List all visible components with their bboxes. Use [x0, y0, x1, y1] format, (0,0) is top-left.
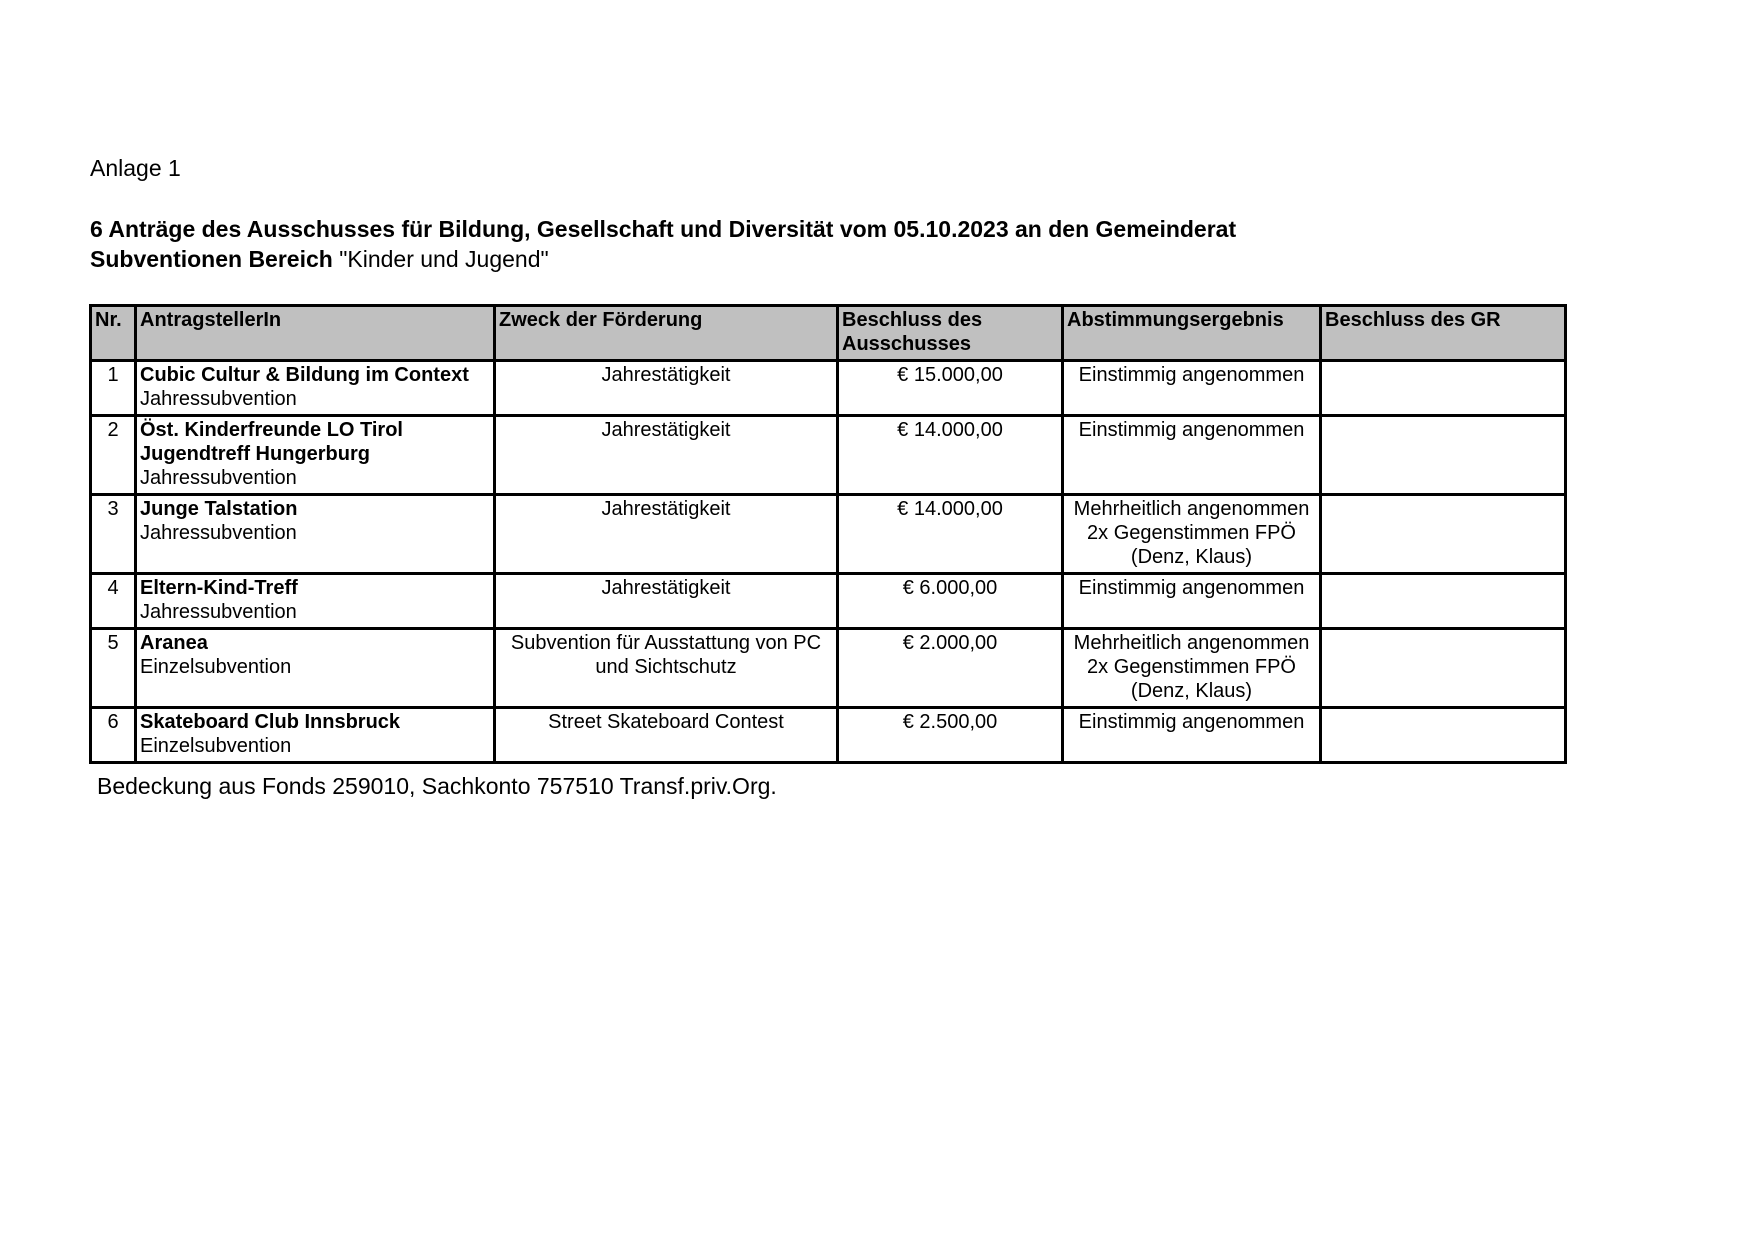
- applicant-name-line2: Jugendtreff Hungerburg: [140, 443, 370, 465]
- applicant-name: Aranea: [140, 632, 208, 654]
- vote-line: (Denz, Klaus): [1130, 680, 1253, 702]
- purpose-line: Jahrestätigkeit: [601, 364, 731, 386]
- purpose-line: und Sichtschutz: [595, 656, 737, 678]
- table-row: [91, 708, 1566, 763]
- row-amount: € 15.000,00: [838, 361, 1063, 416]
- subsidy-type: Einzelsubvention: [140, 735, 292, 757]
- header-vote: Abstimmungsergebnis: [1063, 306, 1321, 361]
- vote-line: Einstimmig angenommen: [1078, 577, 1305, 599]
- subsidies-table: [89, 304, 1567, 764]
- table-row: [91, 495, 1566, 574]
- table-row: [91, 574, 1566, 629]
- document-title: 6 Anträge des Ausschusses für Bildung, Gesellschaft und Diversität vom 05.10.2023 an den Gemeinderat: [90, 216, 1237, 242]
- row-applicant: [136, 574, 495, 629]
- subsidy-type: Jahressubvention: [140, 601, 297, 623]
- row-purpose: [495, 629, 838, 708]
- header-council: Beschluss des GR: [1321, 306, 1566, 361]
- row-amount: € 2.500,00: [838, 708, 1063, 763]
- purpose-line: Subvention für Ausstattung von PC: [510, 632, 822, 654]
- row-nr: 1: [91, 361, 136, 416]
- subtitle-bold: Subventionen Bereich: [90, 246, 333, 272]
- row-amount: € 2.000,00: [838, 629, 1063, 708]
- row-applicant: [136, 361, 495, 416]
- row-nr: 3: [91, 495, 136, 574]
- header-applicant: AntragstellerIn: [136, 306, 495, 361]
- row-nr: 5: [91, 629, 136, 708]
- row-vote: [1063, 361, 1321, 416]
- vote-line: Mehrheitlich angenommen: [1073, 632, 1310, 654]
- subsidy-type: Jahressubvention: [140, 388, 297, 410]
- applicant-name: Öst. Kinderfreunde LO Tirol: [140, 419, 403, 441]
- vote-line: Einstimmig angenommen: [1078, 711, 1305, 733]
- table-row: [91, 629, 1566, 708]
- row-purpose: [495, 495, 838, 574]
- vote-line: Einstimmig angenommen: [1078, 419, 1305, 441]
- row-council: [1321, 416, 1566, 495]
- funding-note: Bedeckung aus Fonds 259010, Sachkonto 757510 Transf.priv.Org.: [97, 773, 777, 799]
- row-council: [1321, 708, 1566, 763]
- header-decision-line2: Ausschusses: [842, 333, 971, 355]
- header-decision: [838, 306, 1063, 361]
- row-vote: [1063, 629, 1321, 708]
- row-vote: [1063, 495, 1321, 574]
- subsidy-type: Jahressubvention: [140, 522, 297, 544]
- subsidy-type: Einzelsubvention: [140, 656, 292, 678]
- attachment-label: Anlage 1: [90, 155, 181, 181]
- row-applicant: [136, 495, 495, 574]
- row-applicant: [136, 629, 495, 708]
- header-nr: Nr.: [91, 306, 136, 361]
- row-amount: € 6.000,00: [838, 574, 1063, 629]
- purpose-line: Jahrestätigkeit: [601, 498, 731, 520]
- row-amount: € 14.000,00: [838, 495, 1063, 574]
- purpose-line: Jahrestätigkeit: [601, 577, 731, 599]
- row-amount: € 14.000,00: [838, 416, 1063, 495]
- vote-line: (Denz, Klaus): [1130, 546, 1253, 568]
- row-purpose: [495, 416, 838, 495]
- table-row: [91, 361, 1566, 416]
- row-council: [1321, 629, 1566, 708]
- vote-line: 2x Gegenstimmen FPÖ: [1087, 656, 1296, 678]
- applicant-name: Skateboard Club Innsbruck: [140, 711, 401, 733]
- table-header-row: [91, 306, 1566, 361]
- row-nr: 4: [91, 574, 136, 629]
- row-applicant: [136, 416, 495, 495]
- header-purpose: Zweck der Förderung: [495, 306, 838, 361]
- row-vote: [1063, 574, 1321, 629]
- row-purpose: [495, 574, 838, 629]
- applicant-name: Junge Talstation: [140, 498, 298, 520]
- row-vote: [1063, 416, 1321, 495]
- row-council: [1321, 574, 1566, 629]
- row-applicant: [136, 708, 495, 763]
- row-purpose: [495, 361, 838, 416]
- subsidy-type: Jahressubvention: [140, 467, 297, 489]
- vote-line: Mehrheitlich angenommen: [1073, 498, 1310, 520]
- purpose-line: Jahrestätigkeit: [601, 419, 731, 441]
- vote-line: Einstimmig angenommen: [1078, 364, 1305, 386]
- row-council: [1321, 495, 1566, 574]
- purpose-line: Street Skateboard Contest: [548, 711, 784, 733]
- header-decision-line1: Beschluss des: [842, 309, 983, 331]
- row-vote: [1063, 708, 1321, 763]
- vote-line: 2x Gegenstimmen FPÖ: [1087, 522, 1296, 544]
- table-row: [91, 416, 1566, 495]
- row-nr: 6: [91, 708, 136, 763]
- applicant-name: Cubic Cultur & Bildung im Context: [140, 364, 469, 386]
- applicant-name: Eltern-Kind-Treff: [140, 577, 298, 599]
- document-subtitle: [90, 244, 549, 274]
- row-council: [1321, 361, 1566, 416]
- subtitle-rest: "Kinder und Jugend": [332, 246, 549, 272]
- row-purpose: [495, 708, 838, 763]
- row-nr: 2: [91, 416, 136, 495]
